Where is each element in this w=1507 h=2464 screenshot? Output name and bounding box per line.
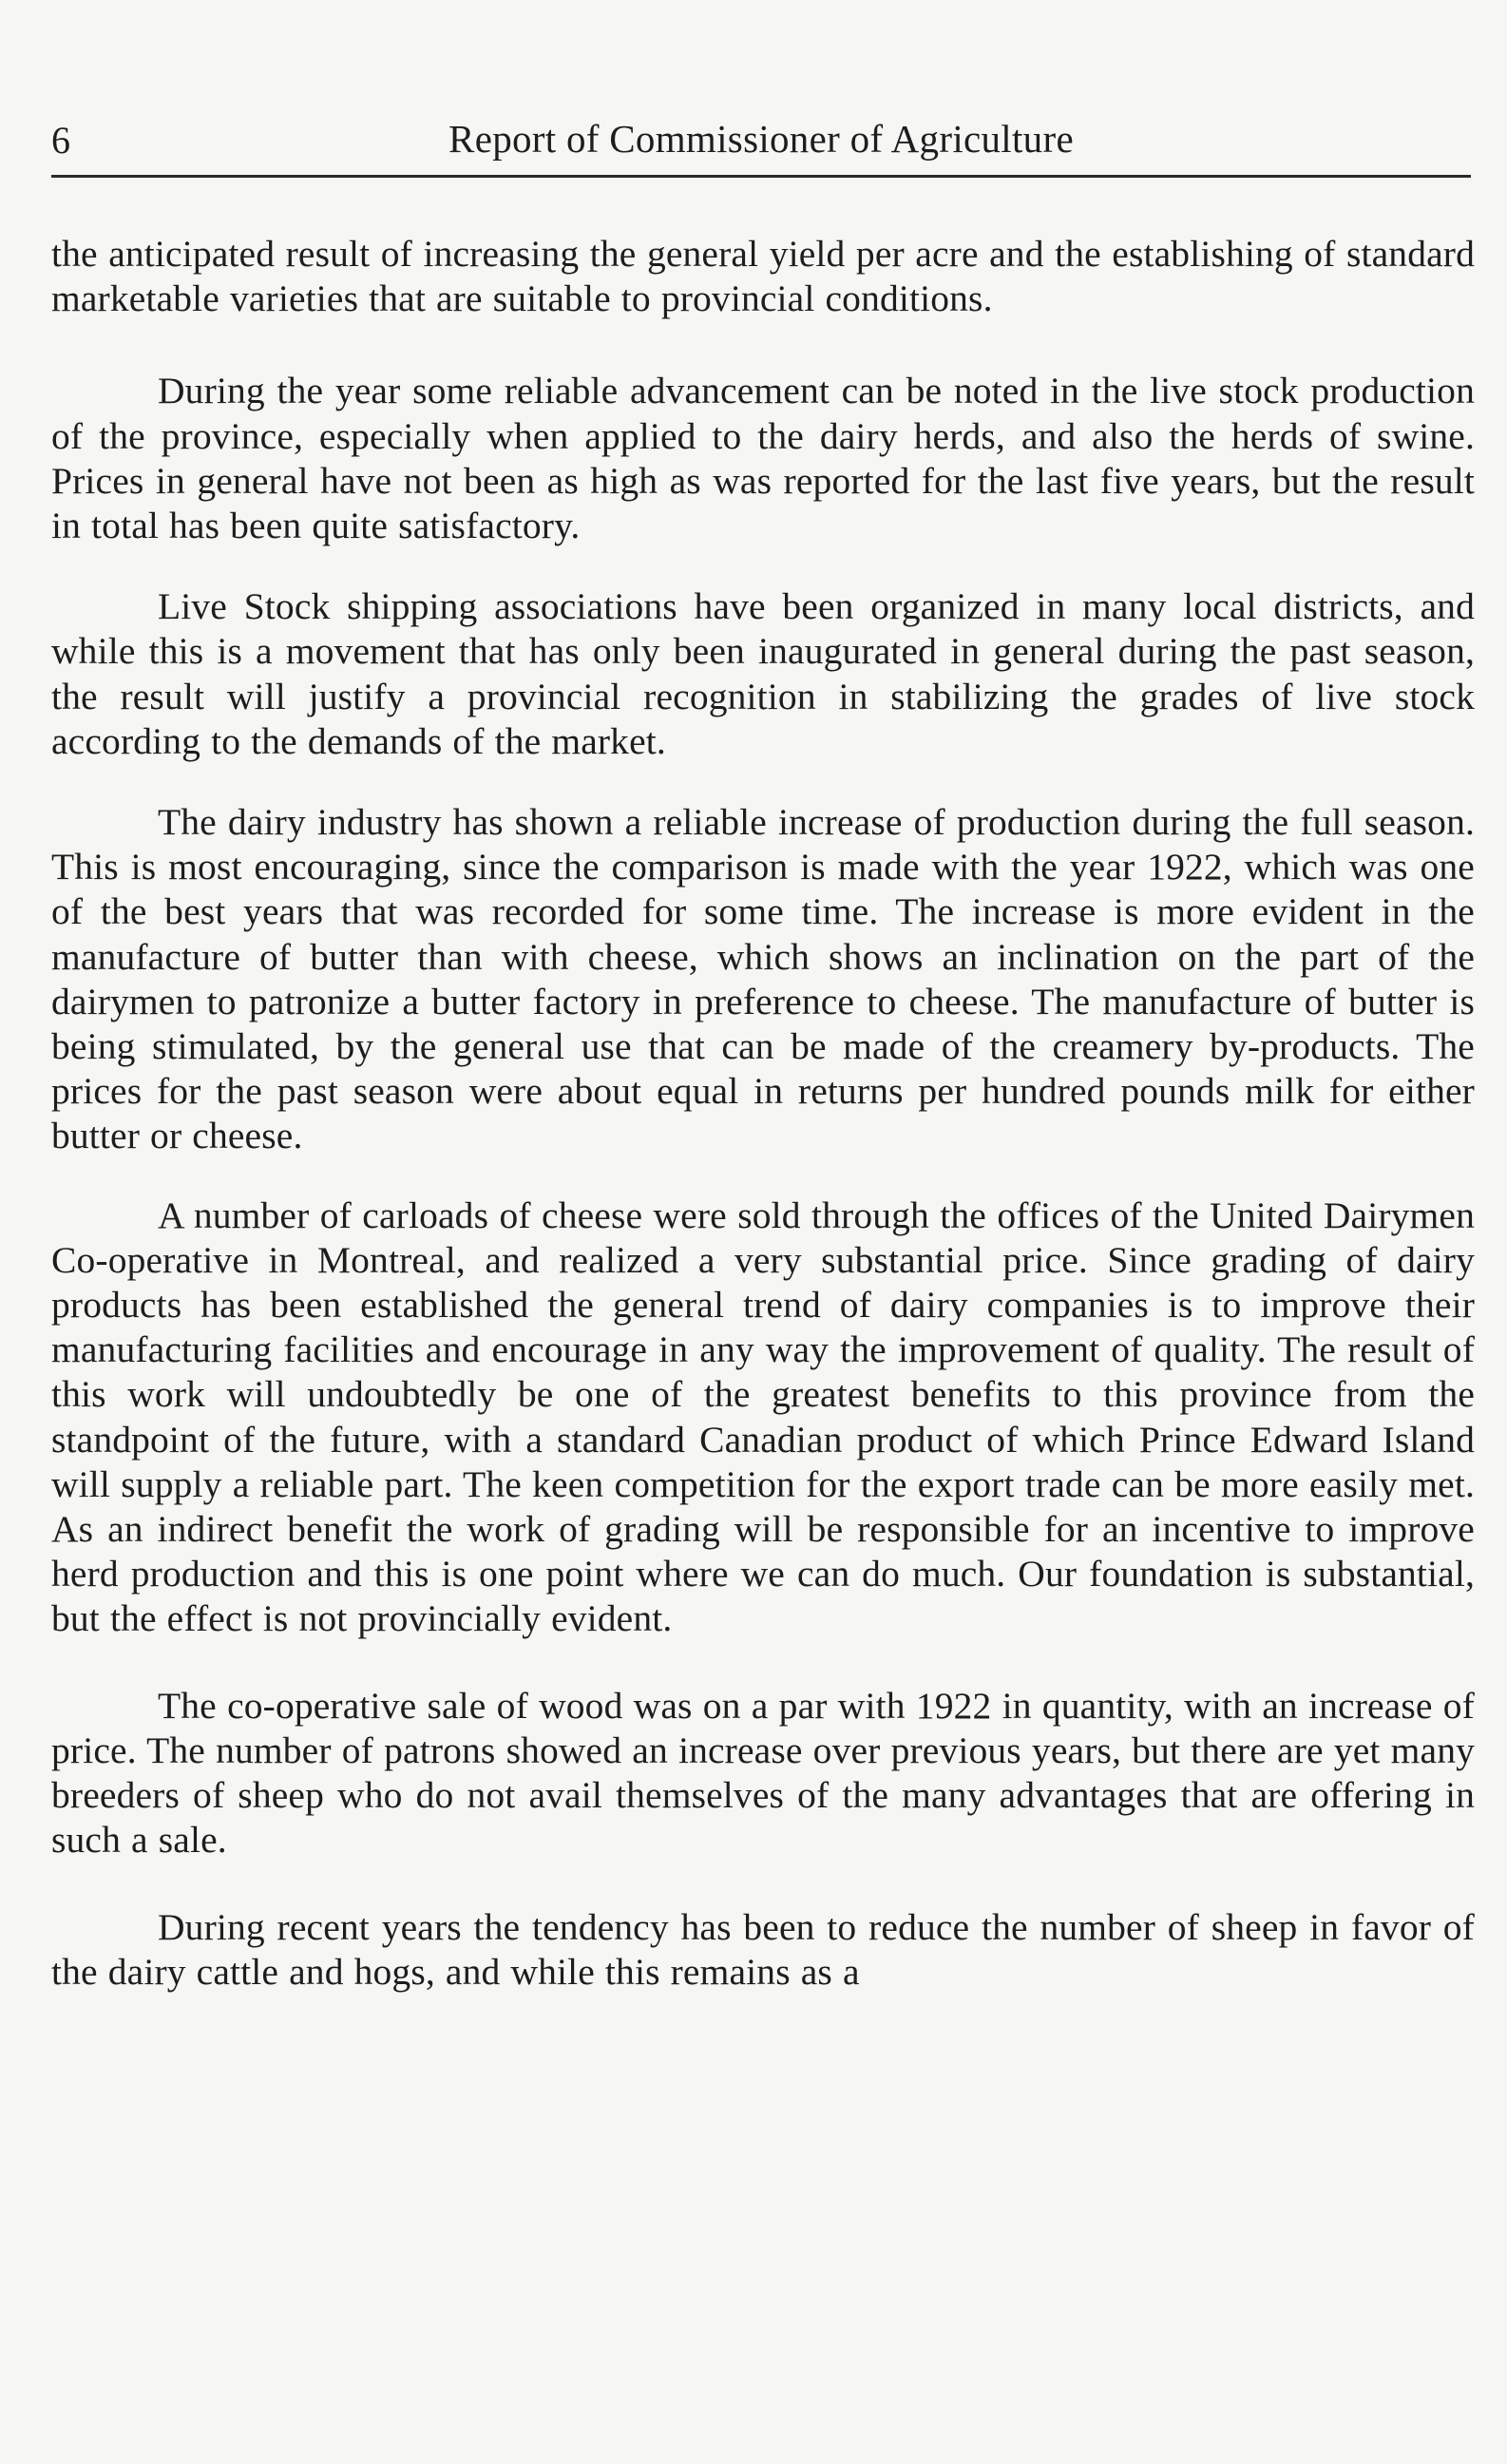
header-title: Report of Commissioner of Agriculture [448,117,1074,161]
paragraph-shipping-associations: Live Stock shipping associations have been organized in many local districts, and while this is a movement that has only been inaugurated in general during the past season, the result will justify a provincial recognition in stabilizing the grades of live stock according to the demands of the market. [51,585,1475,762]
paragraph-cheese-grading: A number of carloads of cheese were sold through the offices of the United Dairymen Co-operative in Montreal, and realized a very substantial price. Since grading of dairy products has been established the general trend of dairy companies is to improve their manufacturing facilities and encourage in any way the improvement of quality. The result of this work will undoubtedly be one of the greatest benefits to this province from the standpoint of the future, with a standard Canadian product of which Prince Edward Island will supply a reliable part. The keen competition for the export trade can be more easily met. As an indirect benefit the work of grading will be responsible for an incentive to improve herd production and this is one point where we can do much. Our foundation is substantial, but the effect is not provincially evident. [51,1194,1475,1640]
running-header [51,118,1471,178]
paragraph-live-stock-production: During the year some reliable advancement can be noted in the live stock production of the province, especially when applied to the dairy herds, and also the herds of swine. Prices in general have not been as high as was reported for the last five years, but the result in total has been quite satisfactory. [51,370,1475,547]
page-number: 6 [51,119,70,162]
body-text [51,232,1475,1995]
paragraph-dairy-industry: The dairy industry has shown a reliable increase of production during the full season. This is most encouraging, since the comparison is made with the year 1922, which was one of the best years that was recorded for some time. The increase is more evident in the manufacture of butter than with cheese, which shows an inclination on the part of the dairymen to patronize a butter factory in preference to cheese. The manufacture of butter is being stimulated, by the general use that can be made of the creamery by-products. The prices for the past season were about equal in returns per hundred pounds milk for either butter or cheese. [51,801,1475,1157]
paragraph-continuation: the anticipated result of increasing the general yield per acre and the establishing of standard marketable varieties that are suitable to provincial conditions. [51,233,1475,320]
paragraph-wood-sale: The co-operative sale of wood was on a par with 1922 in quantity, with an increase of price. The number of patrons showed an increase over previous years, but there are yet many breeders of sheep who do not avail themselves of the many advantages that are offering in such a sale. [51,1684,1475,1862]
paragraph-sheep-trend: During recent years the tendency has been to reduce the number of sheep in favor of the dairy cattle and hogs, and while this remains as a [51,1905,1475,1993]
